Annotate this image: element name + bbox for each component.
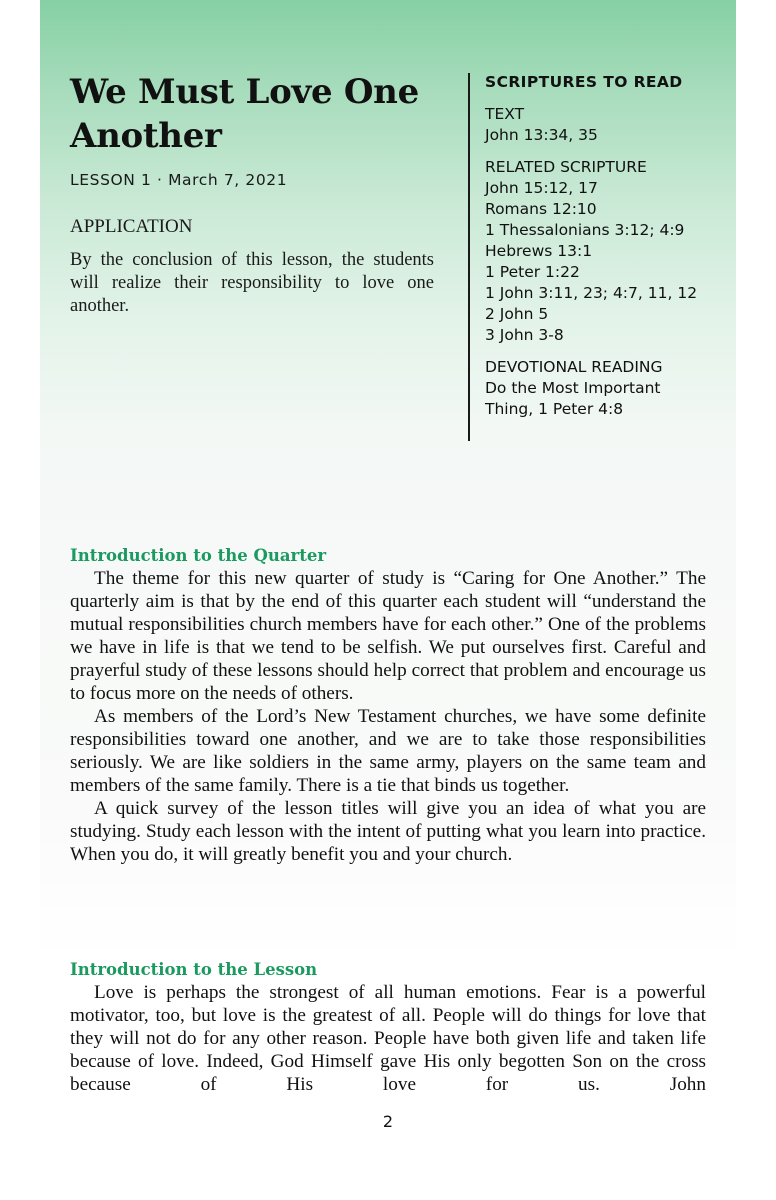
scripture-reference: 3 John 3-8	[485, 326, 564, 344]
devotional-reading-group	[485, 357, 685, 420]
scripture-reference: Romans 12:10	[485, 200, 597, 218]
paragraph: The theme for this new quarter of study is “Caring for One Another.” The quarterly aim is that by the end of this quarter each student will “understand the mutual responsibilities church members have for each other.” One of the problems we have in life is that we tend to be selfish. We put ourselves first. Careful and prayerful study of these lessons should help correct that problem and encourage us to focus more on the needs of others.	[70, 568, 706, 704]
section-heading: Introduction to the Lesson	[70, 960, 318, 979]
column-divider	[468, 73, 470, 441]
lesson-title: We Must Love One Another	[70, 72, 419, 156]
devotional-reading-label: DEVOTIONAL READING	[485, 358, 663, 376]
scripture-reference: 1 John 3:11, 23; 4:7, 11, 12	[485, 284, 698, 302]
text-label: TEXT	[485, 105, 525, 123]
lesson-number-date: LESSON 1 · March 7, 2021	[70, 171, 288, 189]
related-scripture-label: RELATED SCRIPTURE	[485, 158, 647, 176]
scripture-reference: 1 Thessalonians 3:12; 4:9	[485, 221, 685, 239]
devotional-reference: Do the Most Important Thing, 1 Peter 4:8	[485, 379, 661, 418]
application-text: By the conclusion of this lesson, the students will realize their responsibility to love one another.	[70, 250, 434, 316]
scriptures-heading: SCRIPTURES TO READ	[485, 73, 683, 91]
text-scripture-group	[485, 104, 735, 146]
scriptures-sidebar	[485, 72, 735, 431]
scripture-reference: 2 John 5	[485, 305, 549, 323]
scripture-reference: Hebrews 13:1	[485, 242, 593, 260]
section-heading: Introduction to the Quarter	[70, 546, 327, 565]
section-introduction-quarter	[70, 544, 706, 866]
related-scripture-group	[485, 157, 735, 346]
section-introduction-lesson	[70, 958, 706, 1096]
scripture-reference: John 13:34, 35	[485, 126, 598, 144]
scripture-reference: John 15:12, 17	[485, 179, 598, 197]
application-heading: APPLICATION	[70, 216, 193, 237]
paragraph: As members of the Lord’s New Testament churches, we have some definite responsibilities toward one another, and we are to take those responsibilities seriously. We are like soldiers in the same army, players on the same team and members of the same family. There is a tie that binds us together.	[70, 706, 706, 796]
paragraph: Love is perhaps the strongest of all human emotions. Fear is a powerful motivator, too, but love is the greatest of all. People will do things for love that they will not do for any other reason. People have both given life and taken life because of love. Indeed, God Himself gave His only begotten Son on the cross because of His love for us. John	[70, 982, 706, 1095]
page-number: 2	[382, 1112, 394, 1131]
scripture-reference: 1 Peter 1:22	[485, 263, 580, 281]
paragraph: A quick survey of the lesson titles will give you an idea of what you are studying. Study each lesson with the intent of putting what you learn into practice. When you do, it will greatly benefit you and your church.	[70, 798, 706, 865]
